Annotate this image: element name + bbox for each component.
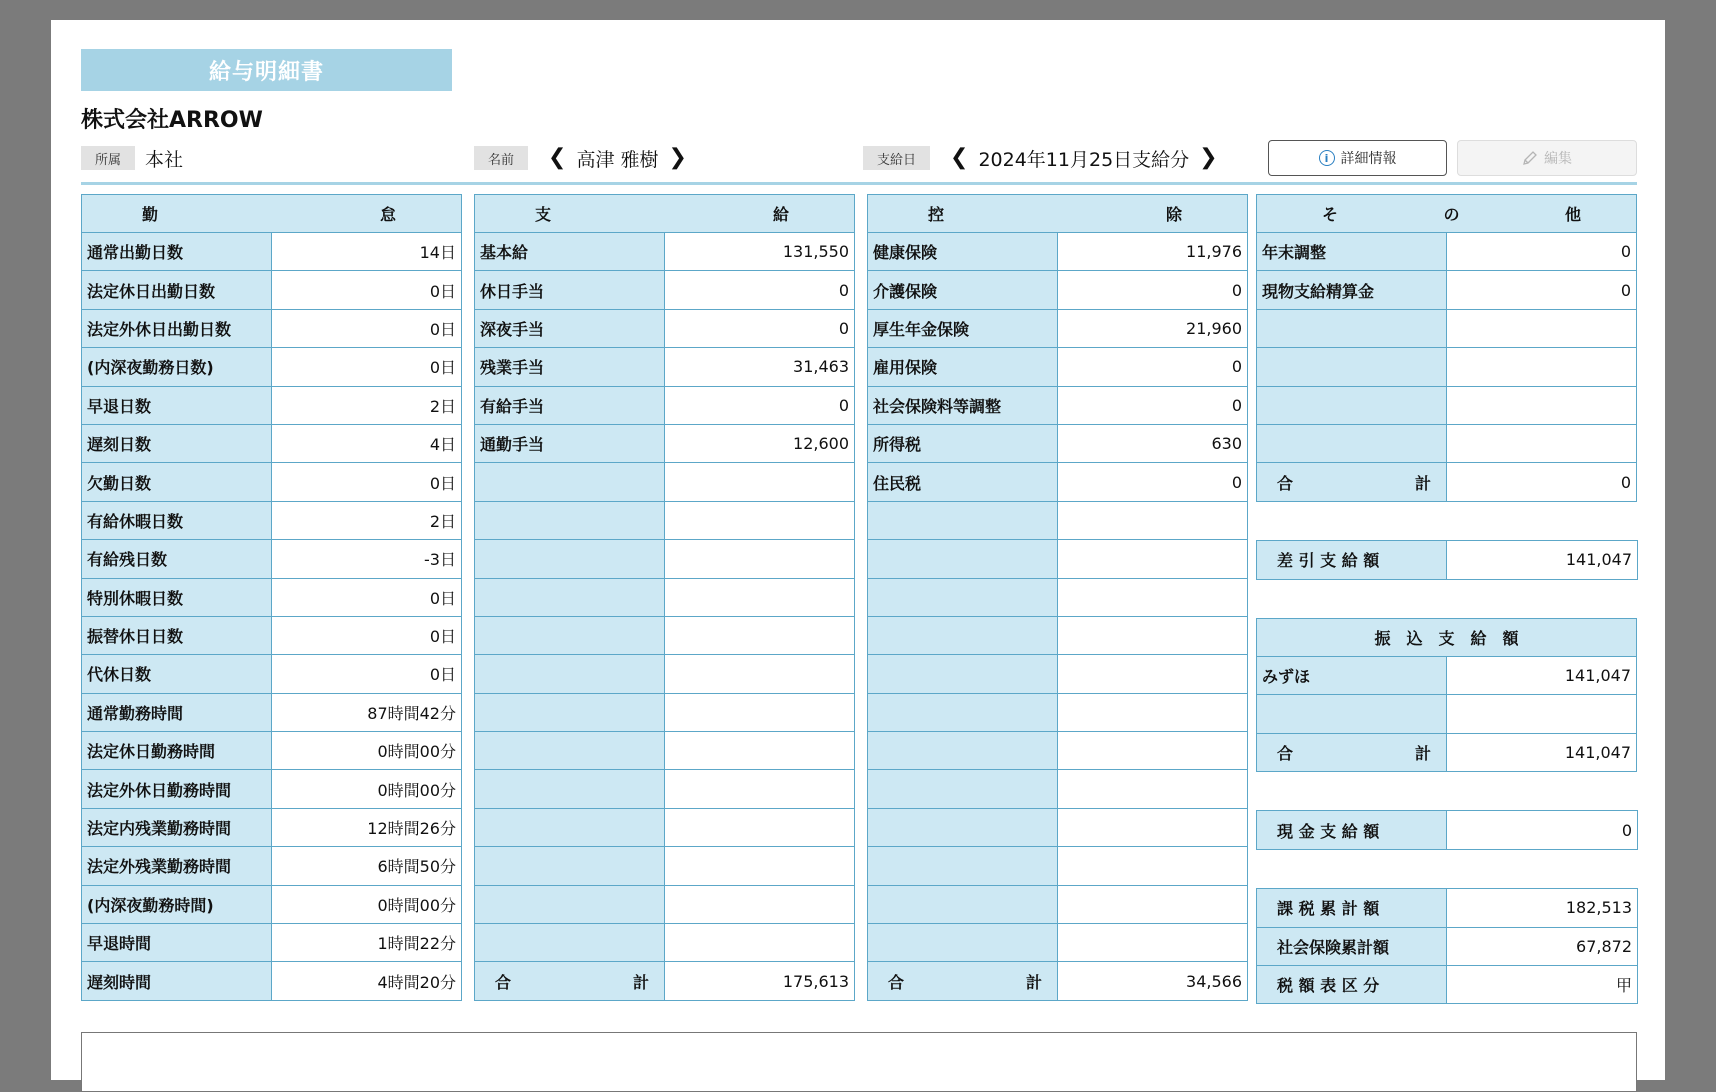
payments-empty-label: [475, 732, 665, 770]
prev-employee-chevron-icon[interactable]: ❮: [548, 145, 567, 170]
other-total-value: 0: [1447, 463, 1637, 501]
attendance-value: 14日: [272, 233, 462, 271]
attendance-label: 遅刻日数: [82, 424, 272, 462]
payments-empty-label: [475, 885, 665, 923]
deductions-row: [868, 501, 1248, 539]
deductions-empty-value: [1058, 501, 1248, 539]
other-row: [1257, 233, 1637, 271]
cash-table: [1256, 810, 1638, 849]
payments-empty-value: [665, 501, 855, 539]
payments-row: [475, 808, 855, 846]
attendance-label: 遅刻時間: [82, 962, 272, 1000]
payments-row: [475, 386, 855, 424]
deductions-empty-label: [868, 540, 1058, 578]
payments-row: [475, 271, 855, 309]
pencil-icon: [1522, 150, 1538, 166]
attendance-value: 0日: [272, 271, 462, 309]
attendance-row: [82, 847, 462, 885]
other-empty-label: [1257, 424, 1447, 462]
payments-row: [475, 501, 855, 539]
next-payday-chevron-icon[interactable]: ❯: [1199, 145, 1218, 170]
attendance-value: 0日: [272, 463, 462, 501]
tax-class-value: 甲: [1447, 966, 1638, 1004]
payments-section: [474, 194, 855, 1001]
attendance-value: 0日: [272, 309, 462, 347]
deductions-empty-value: [1058, 578, 1248, 616]
payments-value: 12,600: [665, 424, 855, 462]
attendance-value: 4時間20分: [272, 962, 462, 1000]
deductions-label: 健康保険: [868, 233, 1058, 271]
other-empty-value: [1447, 309, 1637, 347]
payments-empty-value: [665, 655, 855, 693]
payslip-page: [51, 20, 1665, 1080]
payments-empty-label: [475, 655, 665, 693]
notes-box: [81, 1032, 1637, 1092]
other-empty-value: [1447, 348, 1637, 386]
deductions-total-label: 合 計: [868, 962, 1058, 1000]
deductions-empty-label: [868, 808, 1058, 846]
deductions-label: 住民税: [868, 463, 1058, 501]
payments-row: [475, 463, 855, 501]
transfer-header: 振 込 支 給 額: [1257, 618, 1637, 656]
transfer-value: 141,047: [1447, 656, 1637, 694]
payments-row: [475, 424, 855, 462]
deductions-label: 厚生年金保険: [868, 309, 1058, 347]
deductions-empty-label: [868, 655, 1058, 693]
deductions-row: [868, 424, 1248, 462]
attendance-value: 4日: [272, 424, 462, 462]
taxable-value: 182,513: [1447, 889, 1638, 927]
payments-empty-label: [475, 693, 665, 731]
deductions-value: 0: [1058, 271, 1248, 309]
attendance-row: [82, 386, 462, 424]
deductions-empty-label: [868, 693, 1058, 731]
payments-row: [475, 885, 855, 923]
attendance-label: 通常出勤日数: [82, 233, 272, 271]
attendance-label: 法定休日勤務時間: [82, 732, 272, 770]
deductions-row: [868, 233, 1248, 271]
payments-total-value: 175,613: [665, 962, 855, 1000]
deductions-value: 0: [1058, 386, 1248, 424]
deductions-row: [868, 847, 1248, 885]
payments-empty-value: [665, 808, 855, 846]
deductions-row: [868, 463, 1248, 501]
deductions-row: [868, 885, 1248, 923]
payments-header: 支 給: [475, 195, 855, 233]
deductions-empty-value: [1058, 732, 1248, 770]
payments-row: [475, 770, 855, 808]
other-row: [1257, 348, 1637, 386]
net-pay-label: 差 引 支 給 額: [1257, 541, 1447, 579]
payments-empty-label: [475, 578, 665, 616]
payments-row: [475, 578, 855, 616]
deductions-table: [867, 194, 1248, 1001]
payments-row: [475, 233, 855, 271]
deductions-row: [868, 693, 1248, 731]
other-row: [1257, 309, 1637, 347]
dept-label: 所属: [81, 146, 135, 170]
deductions-empty-label: [868, 847, 1058, 885]
deductions-row: [868, 770, 1248, 808]
payments-total-label: 合 計: [475, 962, 665, 1000]
other-total-label: 合 計: [1257, 463, 1447, 501]
transfer-row: [1257, 656, 1637, 694]
payments-empty-value: [665, 693, 855, 731]
payments-label: 有給手当: [475, 386, 665, 424]
tax-class-label: 税 額 表 区 分: [1257, 966, 1447, 1004]
attendance-label: 欠勤日数: [82, 463, 272, 501]
attendance-row: [82, 233, 462, 271]
transfer-table: [1256, 618, 1637, 772]
payday-field: [863, 144, 1228, 172]
payments-label: 休日手当: [475, 271, 665, 309]
payments-value: 0: [665, 386, 855, 424]
attendance-row: [82, 693, 462, 731]
deductions-empty-value: [1058, 924, 1248, 962]
deductions-row: [868, 616, 1248, 654]
attendance-value: 6時間50分: [272, 847, 462, 885]
payments-row: [475, 847, 855, 885]
transfer-total-label: 合 計: [1257, 733, 1447, 771]
deductions-empty-value: [1058, 847, 1248, 885]
attendance-row: [82, 540, 462, 578]
payments-empty-label: [475, 847, 665, 885]
payday-value: 2024年11月25日支給分: [978, 148, 1190, 171]
deductions-total-value: 34,566: [1058, 962, 1248, 1000]
attendance-value: 0時間00分: [272, 770, 462, 808]
payments-label: 深夜手当: [475, 309, 665, 347]
attendance-row: [82, 271, 462, 309]
attendance-label: 早退時間: [82, 924, 272, 962]
deductions-row: [868, 655, 1248, 693]
attendance-value: 0時間00分: [272, 732, 462, 770]
payments-value: 0: [665, 271, 855, 309]
net-pay-table: [1256, 540, 1638, 579]
deductions-empty-value: [1058, 540, 1248, 578]
payments-label: 通勤手当: [475, 424, 665, 462]
deductions-row: [868, 309, 1248, 347]
name-field: [474, 144, 697, 172]
transfer-label: みずほ: [1257, 656, 1447, 694]
attendance-row: [82, 616, 462, 654]
payments-empty-value: [665, 616, 855, 654]
payments-empty-value: [665, 578, 855, 616]
attendance-row: [82, 732, 462, 770]
other-value: 0: [1447, 271, 1637, 309]
payments-empty-value: [665, 885, 855, 923]
payments-row: [475, 924, 855, 962]
attendance-value: 0日: [272, 578, 462, 616]
page-title: 給与明細書: [81, 49, 452, 91]
attendance-label: 振替休日日数: [82, 616, 272, 654]
payments-row: [475, 616, 855, 654]
payments-row: [475, 348, 855, 386]
payments-empty-value: [665, 732, 855, 770]
payments-empty-value: [665, 463, 855, 501]
deductions-value: 21,960: [1058, 309, 1248, 347]
payments-empty-value: [665, 770, 855, 808]
deductions-row: [868, 924, 1248, 962]
other-empty-label: [1257, 309, 1447, 347]
payments-empty-label: [475, 540, 665, 578]
attendance-value: 0日: [272, 616, 462, 654]
deductions-value: 630: [1058, 424, 1248, 462]
payments-row: [475, 732, 855, 770]
attendance-row: [82, 501, 462, 539]
payments-empty-value: [665, 540, 855, 578]
deductions-row: [868, 540, 1248, 578]
payday-label: 支給日: [863, 146, 930, 170]
payments-value: 31,463: [665, 348, 855, 386]
attendance-row: [82, 808, 462, 846]
other-empty-value: [1447, 424, 1637, 462]
edit-button[interactable]: [1457, 140, 1637, 176]
deductions-empty-label: [868, 885, 1058, 923]
attendance-label: 特別休暇日数: [82, 578, 272, 616]
transfer-total-value: 141,047: [1447, 733, 1637, 771]
attendance-label: (内深夜勤務時間): [82, 885, 272, 923]
attendance-label: 通常勤務時間: [82, 693, 272, 731]
deductions-row: [868, 348, 1248, 386]
detail-info-button[interactable]: [1268, 140, 1447, 176]
attendance-row: [82, 348, 462, 386]
attendance-value: 0時間00分: [272, 885, 462, 923]
other-row: [1257, 386, 1637, 424]
deductions-empty-label: [868, 770, 1058, 808]
deductions-label: 社会保険料等調整: [868, 386, 1058, 424]
deductions-value: 0: [1058, 348, 1248, 386]
other-row: [1257, 271, 1637, 309]
attendance-row: [82, 655, 462, 693]
social-insurance-value: 67,872: [1447, 927, 1638, 965]
other-label: 現物支給精算金: [1257, 271, 1447, 309]
attendance-value: 0日: [272, 348, 462, 386]
payments-empty-value: [665, 847, 855, 885]
deductions-empty-label: [868, 732, 1058, 770]
attendance-label: 有給残日数: [82, 540, 272, 578]
edit-label: 編集: [1544, 151, 1572, 167]
payments-empty-label: [475, 501, 665, 539]
attendance-label: 法定内残業勤務時間: [82, 808, 272, 846]
attendance-value: 87時間42分: [272, 693, 462, 731]
other-table: [1256, 194, 1637, 502]
attendance-row: [82, 885, 462, 923]
other-header: そ の 他: [1257, 195, 1637, 233]
deductions-empty-label: [868, 924, 1058, 962]
attendance-row: [82, 962, 462, 1000]
cumulative-table: [1256, 888, 1638, 1004]
deductions-row: [868, 808, 1248, 846]
deductions-section: [867, 194, 1248, 1001]
header-separator: [81, 182, 1637, 185]
deductions-label: 雇用保険: [868, 348, 1058, 386]
deductions-header: 控 除: [868, 195, 1248, 233]
payments-empty-label: [475, 924, 665, 962]
attendance-table: [81, 194, 462, 1001]
attendance-row: [82, 463, 462, 501]
other-empty-value: [1447, 386, 1637, 424]
other-empty-label: [1257, 386, 1447, 424]
attendance-row: [82, 578, 462, 616]
payments-value: 131,550: [665, 233, 855, 271]
payments-empty-label: [475, 808, 665, 846]
attendance-value: 0日: [272, 655, 462, 693]
attendance-value: 12時間26分: [272, 808, 462, 846]
payments-row: [475, 693, 855, 731]
payments-label: 残業手当: [475, 348, 665, 386]
next-employee-chevron-icon[interactable]: ❯: [668, 145, 687, 170]
payments-label: 基本給: [475, 233, 665, 271]
attendance-label: 法定外休日出勤日数: [82, 309, 272, 347]
other-value: 0: [1447, 233, 1637, 271]
cash-value: 0: [1447, 811, 1638, 849]
payments-row: [475, 540, 855, 578]
deductions-row: [868, 271, 1248, 309]
deductions-empty-label: [868, 501, 1058, 539]
cash-label: 現 金 支 給 額: [1257, 811, 1447, 849]
name-label: 名前: [474, 146, 528, 170]
deductions-empty-value: [1058, 616, 1248, 654]
other-section: [1256, 194, 1637, 1004]
deductions-empty-value: [1058, 808, 1248, 846]
deductions-empty-value: [1058, 770, 1248, 808]
deductions-row: [868, 386, 1248, 424]
attendance-value: 2日: [272, 386, 462, 424]
payments-table: [474, 194, 855, 1001]
attendance-label: 有給休暇日数: [82, 501, 272, 539]
prev-payday-chevron-icon[interactable]: ❮: [950, 145, 969, 170]
attendance-row: [82, 770, 462, 808]
attendance-label: 法定休日出勤日数: [82, 271, 272, 309]
dept-value: 本社: [145, 148, 184, 171]
payments-empty-label: [475, 770, 665, 808]
dept-field: [81, 144, 183, 172]
payments-row: [475, 655, 855, 693]
attendance-row: [82, 924, 462, 962]
deductions-row: [868, 578, 1248, 616]
attendance-label: 法定外休日勤務時間: [82, 770, 272, 808]
net-pay-value: 141,047: [1447, 541, 1638, 579]
info-icon: i: [1319, 150, 1335, 166]
attendance-row: [82, 424, 462, 462]
payments-empty-label: [475, 463, 665, 501]
payments-value: 0: [665, 309, 855, 347]
deductions-value: 11,976: [1058, 233, 1248, 271]
detail-info-label: 詳細情報: [1340, 151, 1397, 167]
social-insurance-label: 社会保険累計額: [1257, 927, 1447, 965]
attendance-header: 勤 怠: [82, 195, 462, 233]
deductions-empty-label: [868, 616, 1058, 654]
attendance-value: -3日: [272, 540, 462, 578]
company-name: 株式会社ARROW: [81, 108, 263, 133]
payments-empty-value: [665, 924, 855, 962]
attendance-label: 早退日数: [82, 386, 272, 424]
deductions-row: [868, 732, 1248, 770]
taxable-label: 課 税 累 計 額: [1257, 889, 1447, 927]
deductions-empty-value: [1058, 693, 1248, 731]
attendance-value: 2日: [272, 501, 462, 539]
other-empty-label: [1257, 348, 1447, 386]
other-row: [1257, 424, 1637, 462]
attendance-section: [81, 194, 462, 1001]
attendance-label: (内深夜勤務日数): [82, 348, 272, 386]
deductions-value: 0: [1058, 463, 1248, 501]
employee-name: 高津 雅樹: [576, 148, 659, 171]
deductions-label: 介護保険: [868, 271, 1058, 309]
other-label: 年末調整: [1257, 233, 1447, 271]
payments-empty-label: [475, 616, 665, 654]
attendance-label: 代休日数: [82, 655, 272, 693]
payments-row: [475, 309, 855, 347]
deductions-label: 所得税: [868, 424, 1058, 462]
deductions-empty-value: [1058, 655, 1248, 693]
deductions-empty-value: [1058, 885, 1248, 923]
deductions-empty-label: [868, 578, 1058, 616]
attendance-row: [82, 309, 462, 347]
attendance-label: 法定外残業勤務時間: [82, 847, 272, 885]
attendance-value: 1時間22分: [272, 924, 462, 962]
